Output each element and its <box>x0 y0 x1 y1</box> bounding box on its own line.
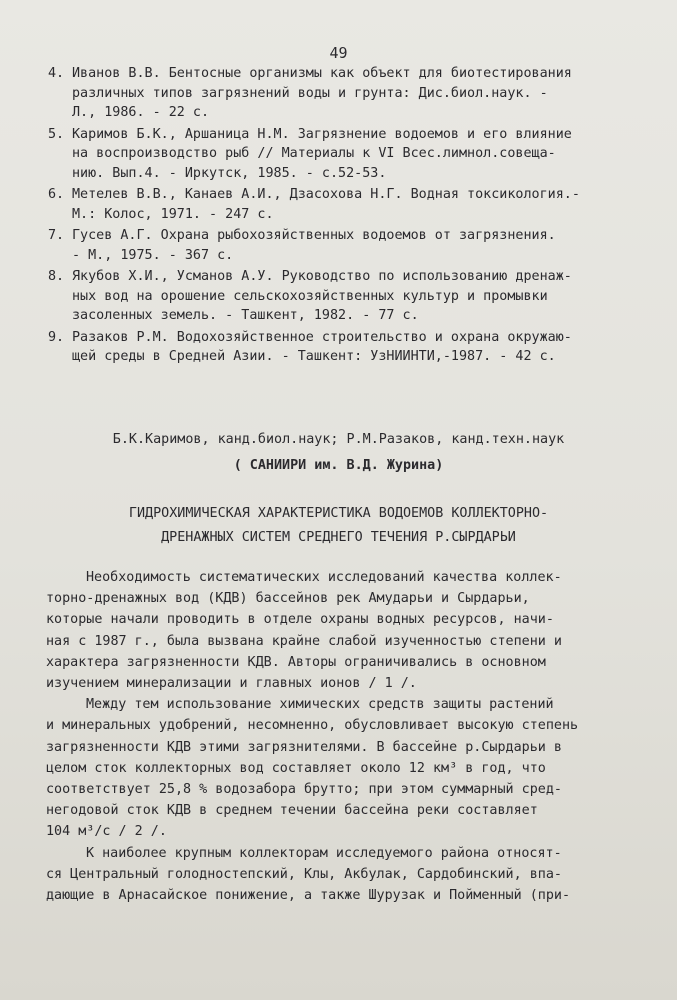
reference-line: М.: Колос, 1971. - 247 с. <box>72 206 274 222</box>
text-line: загрязненности КДВ этими загрязнителями. В бассейне р.Сырдарьи в <box>46 739 562 755</box>
text-line: которые начали проводить в отделе охраны водных ресурсов, начи- <box>46 612 554 628</box>
text-line: Необходимость систематических исследований качества коллек- <box>86 570 562 585</box>
text-line: соответствует 25,8 % водозабора брутто; при этом суммарный сред- <box>46 782 562 798</box>
reference-number: 4. <box>48 66 65 81</box>
text-line: ся Центральный голодностепский, Клы, Акбулак, Сардобинский, впа- <box>46 866 562 882</box>
reference-line: различных типов загрязнений воды и грунта: Дис.биол.наук. - <box>72 85 548 101</box>
reference-line: Иванов В.В. Бентосные организмы как объект для биотестирования <box>72 66 572 81</box>
reference-line: Разаков Р.М. Водохозяйственное строительство и охрана окружаю- <box>72 329 572 345</box>
reference-line: засоленных земель. - Ташкент, 1982. - 77 с. <box>72 308 419 323</box>
reference-line: Якубов Х.И., Усманов А.У. Руководство по использованию дренаж- <box>72 269 572 284</box>
reference-item <box>48 226 648 265</box>
text-line: 104 м³/с / 2 /. <box>46 824 167 840</box>
text-line: характера загрязненности КДВ. Авторы ограничивались в основном <box>46 654 546 670</box>
reference-item <box>48 64 648 123</box>
reference-line: Гусев А.Г. Охрана рыбохозяйственных водоемов от загрязнения. <box>72 228 556 243</box>
paragraph <box>46 694 666 842</box>
reference-number: 9. <box>48 329 65 345</box>
paragraph <box>46 843 666 907</box>
page-number: 49 <box>329 44 348 62</box>
article-body <box>46 567 666 906</box>
article-affiliation: ( САНИИРИ им. В.Д. Журина) <box>233 458 444 473</box>
paragraph <box>46 567 666 694</box>
reference-list <box>48 64 648 369</box>
reference-line: на воспроизводство рыб // Материалы к VI Всес.лимнол.совеща- <box>72 146 556 161</box>
reference-line: ных вод на орошение сельскохозяйственных культур и промывки <box>72 288 548 304</box>
reference-line: нию. Вып.4. - Иркутск, 1985. - с.52-53. <box>72 165 387 181</box>
reference-number: 6. <box>48 187 65 202</box>
text-line: целом сток коллекторных вод составляет около 12 км³ в год, что <box>46 760 546 776</box>
article-title <box>0 502 677 550</box>
text-line: торно-дренажных вод (КДВ) бассейнов рек Амударьи и Сырдарьи, <box>46 591 530 607</box>
title-line: ДРЕНАЖНЫХ СИСТЕМ СРЕДНЕГО ТЕЧЕНИЯ Р.СЫРДАРЬИ <box>161 530 516 545</box>
text-line: и минеральных удобрений, несомненно, обусловливает высокую степень <box>46 718 579 734</box>
text-line: К наиболее крупным коллекторам исследуемого района относят- <box>86 845 562 861</box>
reference-line: щей среды в Средней Азии. - Ташкент: УзНИИНТИ,-1987. - 42 с. <box>72 349 556 364</box>
reference-line: Каримов Б.К., Аршаница Н.М. Загрязнение водоемов и его влияние <box>72 126 572 142</box>
reference-item <box>48 125 648 184</box>
reference-item <box>48 267 648 326</box>
text-line: изучением минерализации и главных ионов / 1 /. <box>46 676 417 692</box>
article-authors: Б.К.Каримов, канд.биол.наук; Р.М.Разаков, канд.техн.наук <box>112 432 565 447</box>
reference-item <box>48 328 648 367</box>
reference-line: - М., 1975. - 367 с. <box>72 247 234 263</box>
text-line: Между тем использование химических средств защиты растений <box>86 697 554 713</box>
reference-line: Л., 1986. - 22 с. <box>72 105 210 120</box>
text-line: дающие в Арнасайское понижение, а также Шурузак и Пойменный (при- <box>46 888 571 904</box>
reference-number: 8. <box>48 269 65 284</box>
reference-number: 7. <box>48 228 65 243</box>
reference-item <box>48 185 648 224</box>
reference-number: 5. <box>48 126 65 142</box>
title-line: ГИДРОХИМИЧЕСКАЯ ХАРАКТЕРИСТИКА ВОДОЕМОВ КОЛЛЕКТОРНО- <box>128 506 549 521</box>
reference-line: Метелев В.В., Канаев А.И., Дзасохова Н.Г. Водная токсикология.- <box>72 187 580 202</box>
text-line: ная с 1987 г., была вызвана крайне слабой изученностью степени и <box>46 633 562 649</box>
text-line: негодовой сток КДВ в среднем течении бассейна реки составляет <box>46 803 538 819</box>
